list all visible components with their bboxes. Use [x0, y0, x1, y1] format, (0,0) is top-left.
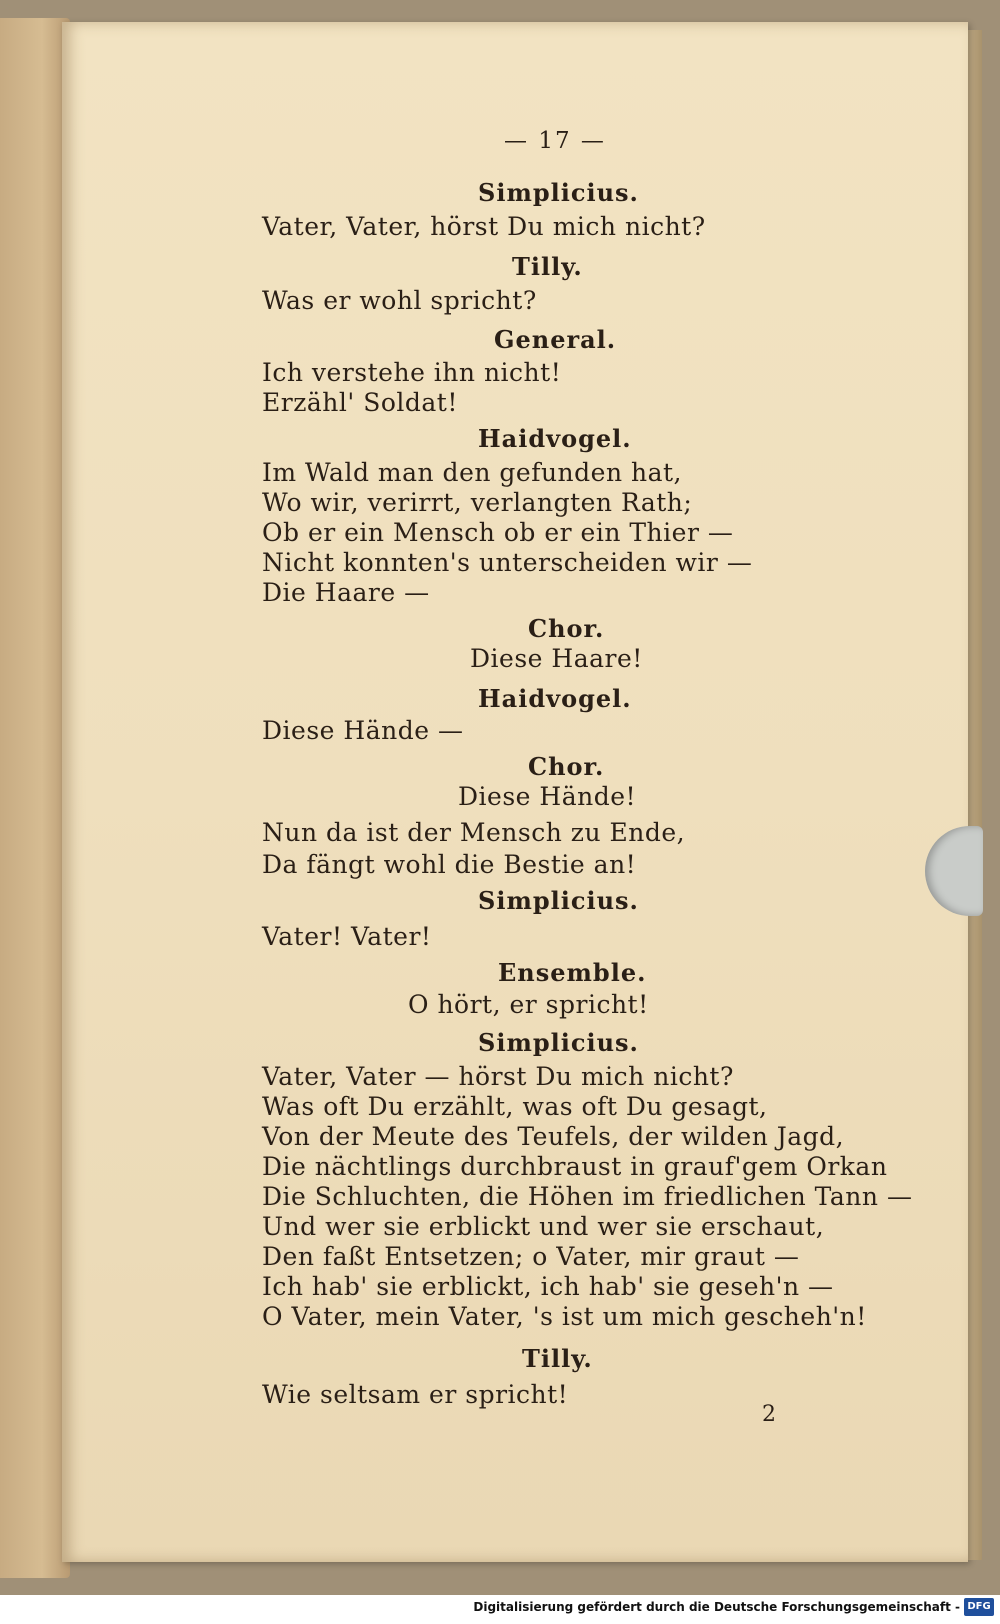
- speaker-label: Simplicius.: [478, 1028, 639, 1057]
- footer-bar: [0, 1595, 1000, 1624]
- verse-line: Von der Meute des Teufels, der wilden Jagd,: [262, 1122, 845, 1151]
- verse-line: Vater, Vater, hörst Du mich nicht?: [262, 212, 706, 241]
- signature-mark: 2: [762, 1402, 776, 1427]
- verse-line: Die Haare —: [262, 578, 430, 607]
- speaker-label: Tilly.: [522, 1344, 593, 1373]
- speaker-label: Haidvogel.: [478, 424, 632, 453]
- speaker-label: Chor.: [528, 614, 605, 643]
- verse-line: Die Schluchten, die Höhen im friedlichen Tann —: [262, 1182, 913, 1211]
- verse-line: Vater, Vater — hörst Du mich nicht?: [262, 1062, 734, 1091]
- page-number: — 17 —: [504, 128, 606, 154]
- footer-credit-text: Digitalisierung gefördert durch die Deutsche Forschungsgemeinschaft -: [473, 1600, 960, 1614]
- speaker-label: Simplicius.: [478, 886, 639, 915]
- verse-line: Die nächtlings durchbraust in grauf'gem Orkan: [262, 1152, 888, 1181]
- verse-line: Diese Hände —: [262, 716, 464, 745]
- verse-line: Was oft Du erzählt, was oft Du gesagt,: [262, 1092, 768, 1121]
- verse-line: O hört, er spricht!: [408, 990, 649, 1019]
- speaker-label: Tilly.: [512, 252, 583, 281]
- verse-line: Und wer sie erblickt und wer sie erschaut,: [262, 1212, 825, 1241]
- verse-line: Den faßt Entsetzen; o Vater, mir graut —: [262, 1242, 800, 1271]
- verse-line: Wo wir, verirrt, verlangten Rath;: [262, 488, 693, 517]
- verse-line: Vater! Vater!: [262, 922, 432, 951]
- speaker-label: Simplicius.: [478, 178, 639, 207]
- verse-line: Nun da ist der Mensch zu Ende,: [262, 818, 686, 847]
- verse-line: Wie seltsam er spricht!: [262, 1380, 569, 1409]
- verse-line: Was er wohl spricht?: [262, 286, 537, 315]
- verse-line: Im Wald man den gefunden hat,: [262, 458, 683, 487]
- speaker-label: Ensemble.: [498, 958, 647, 987]
- dfg-logo: DFG: [964, 1598, 994, 1616]
- speaker-label: Haidvogel.: [478, 684, 632, 713]
- verse-line: Nicht konnten's unterscheiden wir —: [262, 548, 753, 577]
- verse-line: Ich verstehe ihn nicht!: [262, 358, 562, 387]
- verse-line: Erzähl' Soldat!: [262, 388, 458, 417]
- verse-line: O Vater, mein Vater, 's ist um mich gescheh'n!: [262, 1302, 867, 1331]
- speaker-label: General.: [494, 325, 617, 354]
- verse-line: Ich hab' sie erblickt, ich hab' sie geseh'n —: [262, 1272, 834, 1301]
- verse-line: Ob er ein Mensch ob er ein Thier —: [262, 518, 734, 547]
- verse-line: Da fängt wohl die Bestie an!: [262, 850, 637, 879]
- speaker-label: Chor.: [528, 752, 605, 781]
- verse-line: Diese Haare!: [470, 644, 643, 673]
- verse-line: Diese Hände!: [458, 782, 637, 811]
